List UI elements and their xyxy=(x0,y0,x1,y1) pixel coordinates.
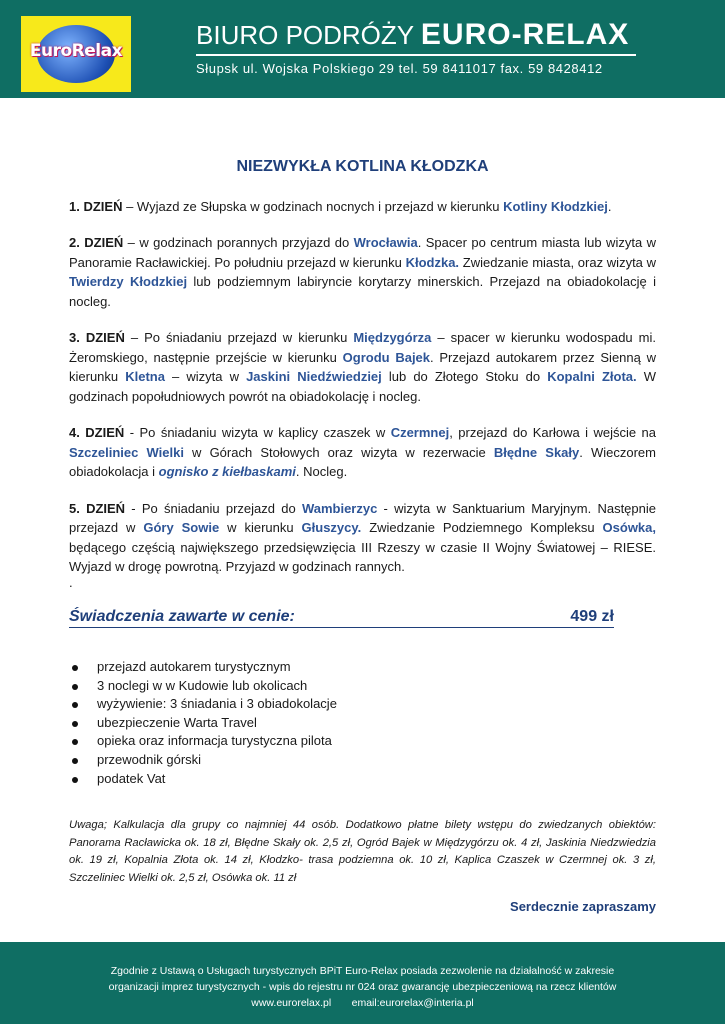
price-amount: 499 zł xyxy=(570,607,614,625)
day-5: 5. DZIEŃ - Po śniadaniu przejazd do Wambierzyc - wizyta w Sanktuarium Maryjnym. Następnie przejazd w Góry Sowie w kierunku Głuszycy. Zwiedzanie Podziemnego Kompleksu Osówka, będącego częścią największego przedsięwzięcia III Rzeszy w czasie II Wojny Światowej – RIESE. Wyjazd w drogę powrotną. Przyjazd w godzinach rannych. xyxy=(69,500,656,574)
place-highlight: Ogrodu Bajek xyxy=(342,349,431,365)
day-1: 1. DZIEŃ – Wyjazd ze Słupska w godzinach nocnych i przejazd w kierunku Kotliny Kłodzkiej. xyxy=(69,198,612,214)
place-highlight: Głuszycy. xyxy=(301,520,362,535)
list-item: przewodnik górski xyxy=(69,751,656,770)
place-highlight: Kotliny Kłodzkiej xyxy=(503,198,608,214)
list-item: przejazd autokarem turystycznym xyxy=(69,658,656,677)
day-label: 3. DZIEŃ xyxy=(69,330,125,345)
place-highlight: Szczeliniec Wielki xyxy=(69,444,184,460)
company-logo xyxy=(21,16,131,92)
company-address: Słupsk ul. Wojska Polskiego 29 tel. 59 8411017 fax. 59 8428412 xyxy=(196,61,603,76)
day-label: 1. DZIEŃ xyxy=(69,198,123,214)
place-highlight: Wambierzyc xyxy=(301,500,378,516)
list-item: 3 noclegi w w Kudowie lub okolicach xyxy=(69,677,656,696)
place-highlight: Kopalni Złota. xyxy=(547,369,637,384)
day-label: 5. DZIEŃ xyxy=(69,500,126,516)
place-highlight: Kletna xyxy=(125,369,165,384)
brand-prefix: BIURO PODRÓŻY xyxy=(196,20,414,50)
footer-legal-line-2: organizacji imprez turystycznych - wpis do rejestru nr 024 oraz gwarancję ubezpieczeniową na rzecz klientów xyxy=(108,981,617,993)
place-highlight: Twierdzy Kłodzkiej xyxy=(69,274,188,289)
price-heading xyxy=(69,607,614,629)
list-item: ubezpieczenie Warta Travel xyxy=(69,714,656,733)
brand-block xyxy=(196,18,636,76)
place-highlight: ognisko z kiełbaskami xyxy=(158,464,296,479)
page-title: NIEZWYKŁA KOTLINA KŁODZKA xyxy=(236,158,489,175)
website-link[interactable]: www.eurorelax.pl xyxy=(251,997,332,1009)
day-4: 4. DZIEŃ - Po śniadaniu wizyta w kaplicy czaszek w Czermnej, przejazd do Karłowa i wejście na Szczeliniec Wielki w Górach Stołowych oraz wizyta w rezerwacie Błędne Skały. Wieczorem obiadokolacja i ognisko z kiełbaskami. Nocleg. xyxy=(69,425,656,479)
pricing-note: Uwaga; Kalkulacja dla grupy co najmniej 44 osób. Dodatkowo płatne bilety wstępu do zwiedzanych obiektów: Panorama Racławicka ok. 18 zł, Błędne Skały ok. 2,5 zł, Ogród Bajek w Międzygórzu ok. 4 zł, Jaskinia Niedzwiedzia ok. 19 zł, Kopalnia Złota ok. 14 zł, Kłodzko- trasa podziemna ok. 10 zł, Kaplica Czaszek w Czermnej ok. 3 zł, Szczeliniec Wielki ok. 2,5 zł, Osówka ok. 11 zł xyxy=(69,819,656,884)
page-header xyxy=(0,0,725,98)
place-highlight: Kłodzka. xyxy=(405,254,460,270)
place-highlight: Osówka, xyxy=(602,520,656,535)
place-highlight: Góry Sowie xyxy=(143,520,220,535)
price-label: Świadczenia zawarte w cenie: xyxy=(69,607,295,625)
day-2: 2. DZIEŃ – w godzinach porannych przyjazd do Wrocławia. Spacer po centrum miasta lub wizyta w Panoramie Racławickiej. Po południu przejazd w kierunku Kłodzka. Zwiedzanie miasta, oraz wizyta w Twierdzy Kłodzkiej lub podziemnym labiryncie korytarzy minerskich. Przejazd na obiadokolację i nocleg. xyxy=(69,235,656,309)
brand-name: EURO-RELAX xyxy=(420,18,630,51)
list-item: opieka oraz informacja turystyczna pilota xyxy=(69,732,656,751)
list-item: wyżywienie: 3 śniadania i 3 obiadokolacje xyxy=(69,695,656,714)
footer-legal-line-1: Zgodnie z Ustawą o Usługach turystycznych BPiT Euro-Relax posiada zezwolenie na działalność w zakresie xyxy=(110,965,615,977)
brand-title xyxy=(196,18,636,56)
place-highlight: Błędne Skały xyxy=(493,444,580,460)
included-list xyxy=(69,658,656,788)
document-body xyxy=(69,150,656,917)
email-link[interactable]: email:eurorelax@interia.pl xyxy=(351,997,474,1009)
list-item: podatek Vat xyxy=(69,770,656,789)
place-highlight: Czermnej xyxy=(390,425,450,440)
logo-text: EuroRelax xyxy=(29,41,123,61)
day-3: 3. DZIEŃ – Po śniadaniu przejazd w kierunku Międzygórza – spacer w kierunku wodospadu mi. Żeromskiego, następnie przejście w kierunku Ogrodu Bajek. Przejazd autokarem przez Sienną w kierunku Kletna – wizyta w Jaskini Niedźwiedziej lub do Złotego Stoku do Kopalni Złota. W godzinach popołudniowych powrót na obiadokolację i nocleg. xyxy=(69,330,657,404)
day-label: 4. DZIEŃ xyxy=(69,425,125,440)
place-highlight: Międzygórza xyxy=(353,330,432,345)
place-highlight: Wrocławia xyxy=(353,235,418,250)
page-footer xyxy=(0,942,725,1024)
closing-greeting: Serdecznie zapraszamy xyxy=(510,899,656,915)
place-highlight: Jaskini Niedźwiedziej xyxy=(246,369,382,384)
trailing-dot: . xyxy=(69,574,73,590)
day-label: 2. DZIEŃ xyxy=(69,235,124,250)
footer-contacts xyxy=(0,995,725,1011)
